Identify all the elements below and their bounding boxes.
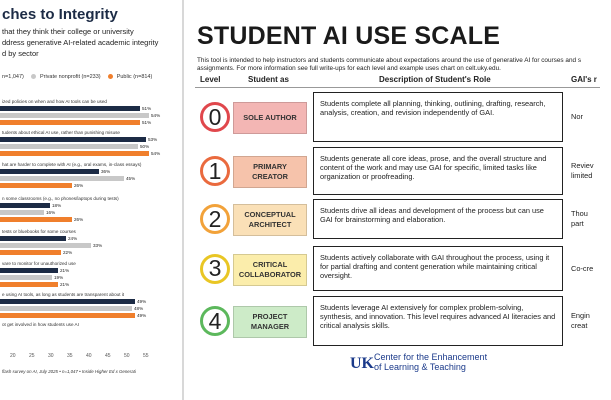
bar-value-label: 22% (63, 249, 73, 255)
category-label: ized policies on when and how AI tools can be used (2, 99, 107, 104)
gai-role (571, 161, 611, 181)
header-rule (195, 87, 600, 88)
intro-line: This tool is intended to help instructors and students communicate about expectations around the use of generative AI for courses and s (197, 57, 582, 64)
footer-line: Center for the Enhancement (374, 352, 488, 362)
gai-role-text: Nor (571, 112, 583, 121)
gai-role-text: limited (571, 171, 593, 180)
bar-value-label: 19% (54, 274, 64, 280)
role-label: PROJECT (252, 312, 288, 321)
role-label: COLLABORATOR (238, 269, 302, 279)
bar-all (0, 299, 135, 304)
role-box (233, 102, 307, 134)
role-description: Students generate all core ideas, prose, and the overall structure and content of the work and may use GAI for specific, limited tasks like organization or proofreading. (313, 147, 563, 195)
level-number: 0 (200, 102, 230, 132)
bar-public (0, 120, 140, 125)
x-tick-label: 50 (124, 353, 130, 359)
role-description: Students complete all planning, thinking, outlining, drafting, research, analysis, creation, and revision independently of GAI. (313, 92, 563, 142)
survey-chart-panel (0, 0, 182, 400)
bar-value-label: 54% (151, 112, 161, 118)
scale-title: STUDENT AI USE SCALE (197, 22, 501, 50)
bar-value-label: 45% (126, 175, 136, 181)
subtitle-line: that they think their college or university (2, 27, 134, 36)
role-description: Students drive all ideas and development of the process but can use GAI for brainstorming and elaboration. (313, 199, 563, 239)
chart-legend (2, 74, 152, 80)
category-label: hat are harder to complete with AI (e.g., oral exams, in-class essays) (2, 162, 142, 167)
category-label: n some classrooms (e.g., no phones/laptops during tests) (2, 196, 119, 201)
level-number: 2 (200, 204, 230, 234)
category-label: tests or bluebooks for some courses (2, 229, 76, 234)
panel-divider (182, 0, 184, 400)
bar-value-label: 21% (60, 267, 70, 273)
uk-logo-icon (350, 352, 374, 372)
gai-role-text: part (571, 219, 584, 228)
gai-role-text: Reviev (571, 161, 594, 170)
level-number: 1 (200, 156, 230, 186)
gai-role-text: creat (571, 321, 588, 330)
bar-value-label: 36% (101, 168, 111, 174)
level-number: 3 (200, 254, 230, 284)
bar-value-label: 51% (142, 119, 152, 125)
role-label: PRIMARY (253, 162, 287, 171)
chart-subtitle (2, 26, 178, 59)
category-label: e using AI tools, as long as students are transparent about it (2, 292, 125, 297)
category-label: tudents about ethical AI use, rather than punishing misuse (2, 130, 120, 135)
x-tick-label: 30 (48, 353, 54, 359)
category-label: ot get involved in how students use AI (2, 322, 79, 327)
role-box (233, 156, 307, 188)
subtitle-line: d by sector (2, 49, 39, 58)
bar-value-label: 16% (46, 209, 56, 215)
legend-public-label: Public (n=814) (116, 74, 153, 80)
bar-all (0, 236, 66, 241)
bar-private (0, 243, 91, 248)
legend-private-label: Private nonprofit (n=233) (39, 74, 101, 80)
x-tick-label: 55 (143, 353, 149, 359)
bar-private (0, 306, 132, 311)
role-box (233, 306, 307, 338)
role-box (233, 254, 307, 286)
gai-role-text: Engin (571, 311, 590, 320)
role-label: CONCEPTUAL (244, 210, 296, 219)
bar-value-label: 49% (137, 312, 147, 318)
chart-footnote: flash survey on AI, July 2025 • n=1,047 • Inside Higher Ed x Generati (2, 369, 136, 374)
role-label: ARCHITECT (248, 220, 292, 229)
header-student-as: Student as (248, 75, 289, 84)
svg-text:UK: UK (350, 355, 374, 372)
category-label: vare to monitor for unauthorized use (2, 261, 76, 266)
role-box (233, 204, 307, 236)
legend-private-swatch (31, 74, 36, 79)
x-tick-label: 45 (105, 353, 111, 359)
bar-value-label: 48% (134, 305, 144, 311)
bar-public (0, 313, 135, 318)
bar-private (0, 210, 44, 215)
bar-value-label: 26% (74, 216, 84, 222)
header-level: Level (200, 75, 221, 84)
bar-all (0, 268, 58, 273)
x-tick-label: 40 (86, 353, 92, 359)
role-label: CREATOR (252, 172, 288, 181)
gai-role (571, 311, 611, 331)
ai-use-scale-panel (185, 0, 600, 400)
bar-value-label: 50% (140, 143, 150, 149)
bar-value-label: 51% (142, 105, 152, 111)
celt-footer (374, 352, 487, 372)
x-tick-label: 25 (29, 353, 35, 359)
footer-line: of Learning & Teaching (374, 362, 466, 372)
bar-public (0, 183, 72, 188)
bar-private (0, 176, 124, 181)
level-number: 4 (200, 306, 230, 336)
bar-all (0, 203, 50, 208)
header-gai-role: GAI's r (571, 75, 597, 84)
bar-public (0, 250, 61, 255)
role-description: Students actively collaborate with GAI throughout the process, using it for partial drafting and content generation while maintaining critical oversight. (313, 246, 563, 291)
subtitle-line: ddress generative AI-related academic integrity (2, 38, 159, 47)
gai-role-text: Thou (571, 209, 588, 218)
bar-private (0, 275, 52, 280)
bar-public (0, 282, 58, 287)
x-tick-label: 35 (67, 353, 73, 359)
bar-all (0, 106, 140, 111)
bar-value-label: 53% (148, 136, 158, 142)
role-label: CRITICAL (252, 259, 288, 269)
bar-private (0, 113, 149, 118)
bar-all (0, 137, 146, 142)
role-description: Students leverage AI extensively for complex problem-solving, synthesis, and innovation. This level requires advanced AI literacies and critical analysis skills. (313, 296, 563, 346)
role-label: SOLE AUTHOR (243, 113, 297, 122)
bar-value-label: 26% (74, 182, 84, 188)
gai-role (571, 264, 611, 274)
bar-value-label: 33% (93, 242, 103, 248)
bar-value-label: 54% (151, 150, 161, 156)
role-label: MANAGER (250, 322, 290, 331)
gai-role-text: Co-cre (571, 263, 594, 273)
gai-role (571, 112, 611, 122)
gai-role (571, 209, 611, 229)
x-tick-label: 20 (10, 353, 16, 359)
bar-private (0, 144, 138, 149)
scale-intro (197, 57, 597, 73)
bar-value-label: 18% (52, 202, 62, 208)
bar-value-label: 49% (137, 298, 147, 304)
bar-all (0, 169, 99, 174)
bar-public (0, 217, 72, 222)
bar-value-label: 21% (60, 281, 70, 287)
legend-all-label: n=1,047) (2, 74, 24, 80)
bar-value-label: 24% (68, 235, 78, 241)
header-description: Description of Student's Role (379, 75, 491, 84)
intro-line: assignments. For more information see full write-ups for each level and example uses chart on celt.uky.edu. (197, 65, 501, 72)
bar-public (0, 151, 149, 156)
legend-public-swatch (108, 74, 113, 79)
chart-title: ches to Integrity (2, 6, 118, 23)
